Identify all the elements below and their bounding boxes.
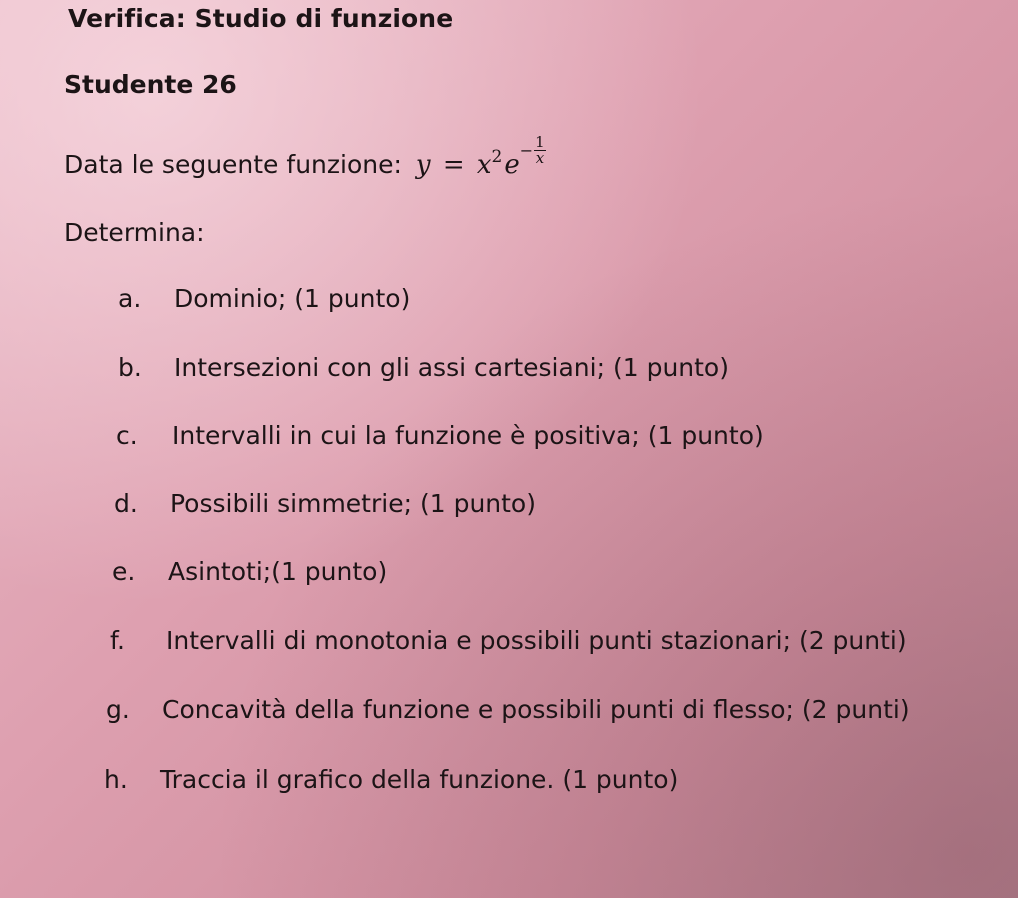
item-letter: f. xyxy=(110,626,125,655)
item-text: Intervalli di monotonia e possibili punti stazionari; (2 punti) xyxy=(166,626,907,655)
fraction-numerator: 1 xyxy=(535,133,545,151)
item-letter: d. xyxy=(114,489,138,518)
formula-e: e xyxy=(504,150,520,180)
item-letter: a. xyxy=(118,284,142,313)
item-text: Possibili simmetrie; (1 punto) xyxy=(170,489,536,518)
item-letter: g. xyxy=(106,695,130,724)
function-formula xyxy=(415,133,546,184)
item-letter: e. xyxy=(112,557,136,586)
exponent-sign: − xyxy=(519,141,534,160)
exponent-fraction xyxy=(534,135,546,166)
formula-lhs: y xyxy=(415,150,431,180)
item-text: Concavità della funzione e possibili punti di flesso; (2 punti) xyxy=(162,695,910,724)
item-text: Asintoti;(1 punto) xyxy=(168,557,388,586)
item-text: Traccia il grafico della funzione. (1 punto) xyxy=(160,765,679,794)
page-title: Verifica: Studio di funzione xyxy=(68,4,454,33)
item-text: Dominio; (1 punto) xyxy=(174,284,411,313)
fraction-denominator: x xyxy=(535,149,545,167)
formula-equals: = xyxy=(442,150,465,180)
student-label: Studente 26 xyxy=(64,70,237,99)
instruction-label: Determina: xyxy=(64,218,205,247)
formula-exponent xyxy=(520,135,546,166)
item-letter: b. xyxy=(118,353,142,382)
item-text: Intersezioni con gli assi cartesiani; (1 punto) xyxy=(174,353,729,382)
function-statement xyxy=(64,133,546,184)
formula-base: x xyxy=(476,150,492,180)
function-intro: Data le seguente funzione: xyxy=(64,150,402,179)
item-text: Intervalli in cui la funzione è positiva; (1 punto) xyxy=(172,421,764,450)
item-letter: h. xyxy=(104,765,128,794)
formula-power: 2 xyxy=(491,147,503,167)
item-letter: c. xyxy=(116,421,138,450)
